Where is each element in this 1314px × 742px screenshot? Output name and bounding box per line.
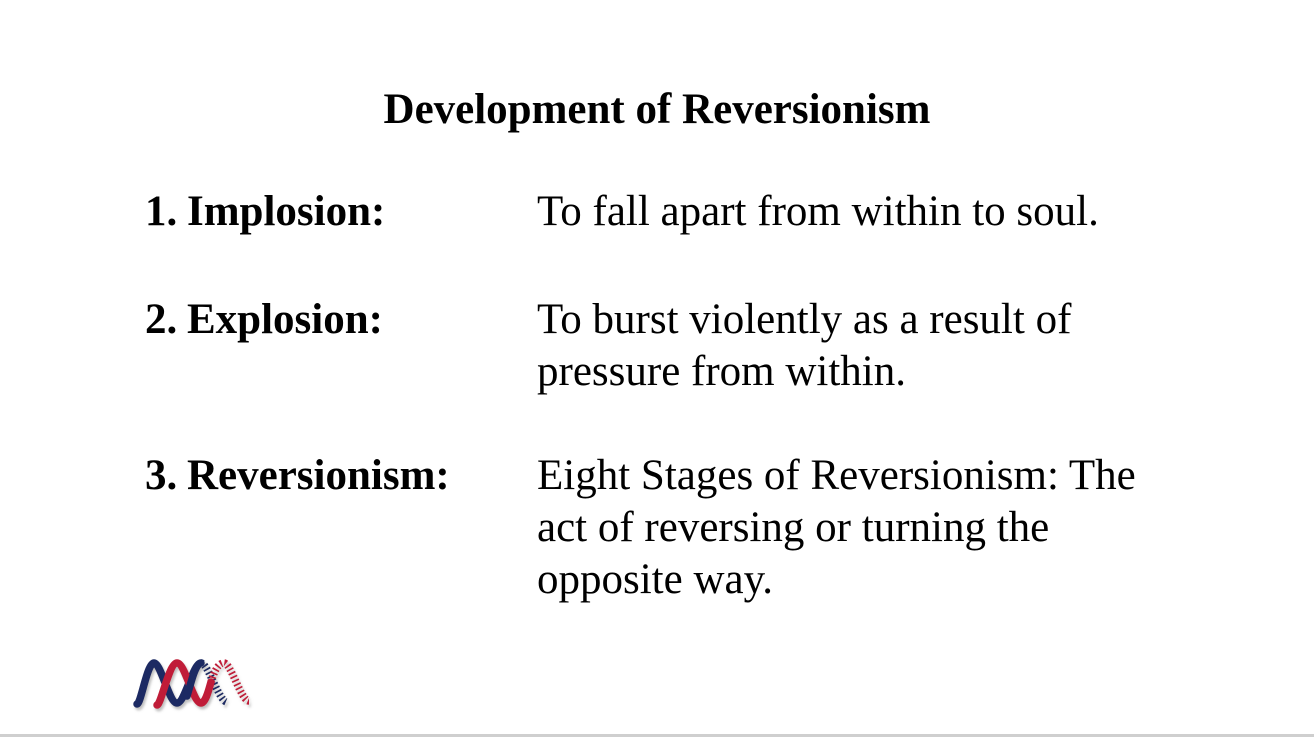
definition-line: To burst violently as a result of — [537, 296, 1072, 343]
definition-line: Eight Stages of Reversionism: The — [537, 452, 1136, 499]
list-item-implosion — [145, 186, 1274, 238]
definition-line: To fall apart from within to soul. — [537, 188, 1099, 235]
logo-wave-red-striped — [211, 663, 249, 701]
definition-line: act of reversing or turning the — [537, 504, 1050, 551]
list-item-reversionism — [145, 450, 1274, 603]
page-title: Development of Reversionism — [383, 86, 931, 133]
item-definition — [537, 294, 1071, 398]
item-term: Reversionism: — [187, 452, 450, 499]
helix-waves-logo — [127, 652, 259, 714]
list-item-explosion — [145, 294, 1274, 395]
item-definition — [537, 186, 1099, 238]
definition-line: pressure from within. — [537, 348, 907, 395]
bottom-divider-rule — [0, 734, 1314, 737]
item-term: Explosion: — [187, 296, 383, 343]
item-number: 3. — [145, 452, 178, 499]
definition-line: opposite way. — [537, 556, 774, 603]
item-number: 1. — [145, 188, 178, 235]
item-number: 2. — [145, 296, 178, 343]
item-definition — [537, 450, 1136, 606]
item-term: Implosion: — [187, 188, 386, 235]
